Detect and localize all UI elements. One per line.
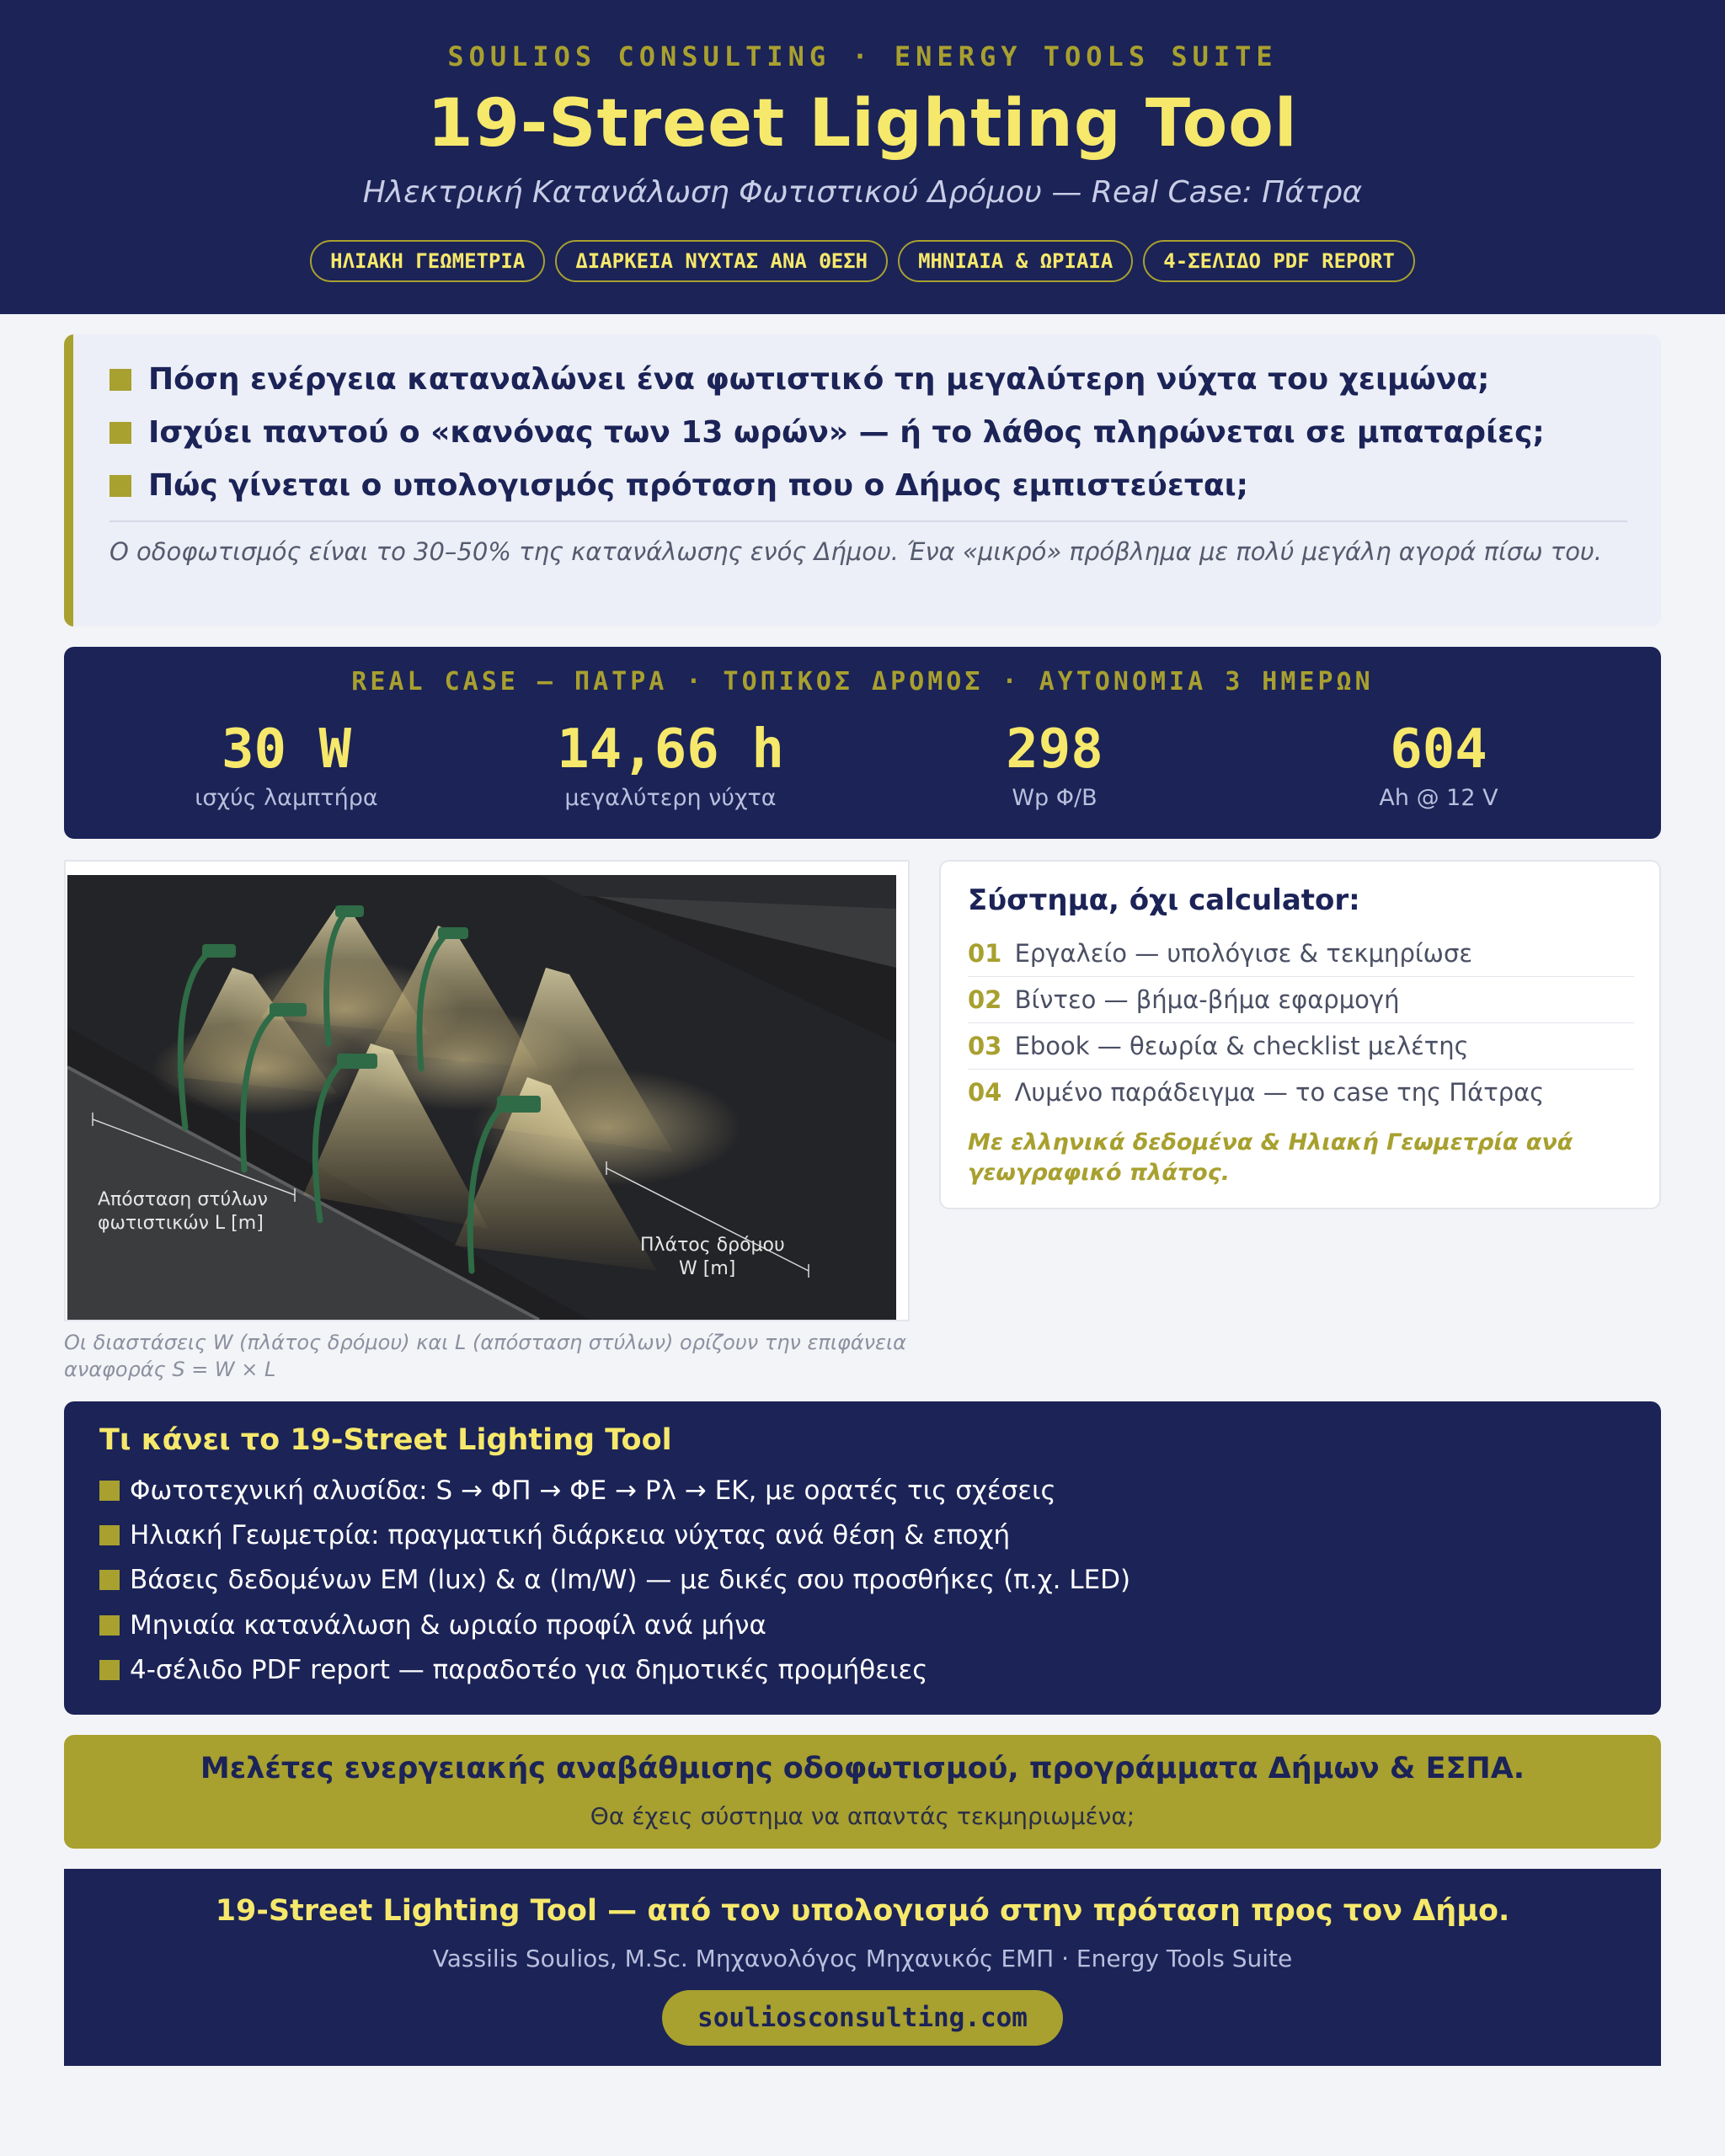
system-item-number: 03 (968, 1032, 1002, 1060)
stat-label: μεγαλύτερη νύχτα (564, 785, 777, 811)
question-item (109, 468, 1248, 503)
bullet-square-icon (109, 475, 131, 497)
features-title: Τι κάνει το 19-Street Lighting Tool (99, 1423, 672, 1457)
bullet-square-icon (99, 1660, 120, 1680)
label-pole-distance-2: φωτιστικών L [m] (98, 1213, 264, 1234)
stat-label: Wp Φ/Β (1012, 785, 1097, 811)
feature-text: Ηλιακή Γεωμετρία: πραγματική διάρκεια νύχτας ανά θέση & εποχή (130, 1520, 1011, 1550)
question-text: Πώς γίνεται ο υπολογισμός πρόταση που ο Δήμος εμπιστεύεται; (148, 468, 1249, 503)
label-pole-distance-1: Απόσταση στύλων (98, 1189, 268, 1210)
stat-battery-capacity (1270, 716, 1607, 811)
question-text: Πόση ενέργεια καταναλώνει ένα φωτιστικό τη μεγαλύτερη νύχτα του χειμώνα; (148, 362, 1490, 397)
feature-text: 4-σέλιδο PDF report — παραδοτέο για δημοτικές προμήθειες (130, 1655, 928, 1685)
system-item-text: Βίντεο — βήμα-βήμα εφαρμογή (1014, 985, 1400, 1014)
questions-note: Ο οδοφωτισμός είναι το 30–50% της κατανάλωσης ενός Δήμου. Ένα «μικρό» πρόβλημα με πολύ μεγάλη αγορά πίσω του. (109, 537, 1602, 566)
system-item-number: 02 (968, 985, 1002, 1014)
feature-text: Φωτοτεχνική αλυσίδα: S → ΦΠ → ΦΕ → Ρλ → ΕΚ, με ορατές τις σχέσεις (130, 1476, 1056, 1506)
system-footnote: Με ελληνικά δεδομένα & Ηλιακή Γεωμετρία ανά γεωγραφικό πλάτος. (968, 1129, 1573, 1186)
footer-title: 19-Street Lighting Tool — από τον υπολογισμό στην πρόταση προς τον Δήμο. (215, 1894, 1510, 1928)
feature-text: Μηνιαία κατανάλωση & ωριαίο προφίλ ανά μήνα (130, 1610, 766, 1641)
stat-value: 298 (1006, 718, 1103, 781)
label-road-width-2: W [m] (679, 1258, 736, 1279)
feature-item (99, 1520, 1010, 1550)
bullet-square-icon (109, 369, 131, 391)
feature-text: Βάσεις δεδομένων ΕΜ (lux) & α (lm/W) — με δικές σου προσθήκες (π.χ. LED) (130, 1565, 1131, 1595)
system-item (968, 931, 1634, 977)
accent-bar (64, 334, 73, 627)
real-case-label: REAL CASE — ΠΑΤΡΑ · ΤΟΠΙΚΟΣ ΔΡΟΜΟΣ · ΑΥΤΟΝΟΜΙΑ 3 ΗΜΕΡΩΝ (351, 667, 1374, 696)
question-item (109, 362, 1489, 397)
bullet-square-icon (109, 422, 131, 444)
system-item (968, 1070, 1634, 1115)
bullet-square-icon (99, 1570, 120, 1590)
stat-value: 14,66 h (557, 718, 784, 781)
cta-title: Μελέτες ενεργειακής αναβάθμισης οδοφωτισμού, προγράμματα Δήμων & ΕΣΠΑ. (200, 1752, 1525, 1785)
features-panel (64, 1401, 1661, 1715)
header (0, 0, 1725, 314)
feature-item (99, 1565, 1130, 1595)
system-item-text: Λυμένο παράδειγμα — το case της Πάτρας (1014, 1078, 1545, 1107)
stat-label: ισχύς λαμπτήρα (195, 785, 378, 811)
bullet-square-icon (99, 1525, 120, 1545)
image-caption: Οι διαστάσεις W (πλάτος δρόμου) και L (απόσταση στύλων) ορίζουν την επιφάνεια αναφοράς S = W × L (64, 1331, 906, 1381)
system-item (968, 977, 1634, 1023)
feature-item (99, 1655, 927, 1685)
feature-item (99, 1610, 766, 1641)
stat-value: 604 (1390, 718, 1487, 781)
real-case-band (64, 647, 1661, 839)
tag-monthly-hourly: ΜΗΝΙΑΙΑ & ΩΡΙΑΙΑ (898, 240, 1133, 282)
system-item-number: 04 (968, 1078, 1002, 1107)
system-item-text: Εργαλείο — υπολόγισε & τεκμηρίωσε (1014, 939, 1473, 968)
stat-value: 30 W (221, 718, 352, 781)
question-text: Ισχύει παντού ο «κανόνας των 13 ωρών» — ή το λάθος πληρώνεται σε μπαταρίες; (148, 415, 1545, 450)
stat-longest-night (502, 716, 839, 811)
tag-solar-geometry: ΗΛΙΑΚΗ ΓΕΩΜΕΤΡΙΑ (310, 240, 545, 282)
system-item (968, 1023, 1634, 1070)
page-title: 19-Street Lighting Tool (427, 86, 1298, 162)
page-subtitle: Ηλεκτρική Κατανάλωση Φωτιστικού Δρόμου — Real Case: Πάτρα (362, 175, 1363, 210)
street-lighting-image (64, 860, 910, 1321)
stat-lamp-power (118, 716, 455, 811)
question-item (109, 415, 1545, 450)
stat-pv-power (886, 716, 1223, 811)
street-lighting-illustration (67, 875, 896, 1320)
footer-author: Vassilis Soulios, M.Sc. Μηχανολόγος Μηχανικός ΕΜΠ · Energy Tools Suite (432, 1945, 1293, 1972)
system-card (939, 860, 1661, 1209)
questions-panel (64, 334, 1661, 627)
bullet-square-icon (99, 1481, 120, 1501)
tag-pdf-report: 4-ΣΕΛΙΔΟ PDF REPORT (1143, 240, 1415, 282)
label-road-width-1: Πλάτος δρόμου (640, 1235, 785, 1256)
cta-subtitle: Θα έχεις σύστημα να απαντάς τεκμηριωμένα; (590, 1802, 1135, 1830)
system-title: Σύστημα, όχι calculator: (968, 883, 1360, 917)
system-item-text: Ebook — θεωρία & checklist μελέτης (1014, 1032, 1469, 1060)
feature-item (99, 1476, 1056, 1506)
tag-row (0, 240, 1725, 282)
bullet-square-icon (99, 1615, 120, 1636)
cta-banner (64, 1735, 1661, 1849)
stat-label: Ah @ 12 V (1379, 785, 1498, 811)
system-item-number: 01 (968, 939, 1002, 968)
brand-line: SOULIOS CONSULTING · ENERGY TOOLS SUITE (447, 40, 1278, 72)
divider (109, 520, 1627, 522)
website-link[interactable]: souliosconsulting.com (662, 1990, 1063, 2046)
tag-night-duration: ΔΙΑΡΚΕΙΑ ΝΥΧΤΑΣ ΑΝΑ ΘΕΣΗ (555, 240, 888, 282)
footer (64, 1869, 1661, 2066)
